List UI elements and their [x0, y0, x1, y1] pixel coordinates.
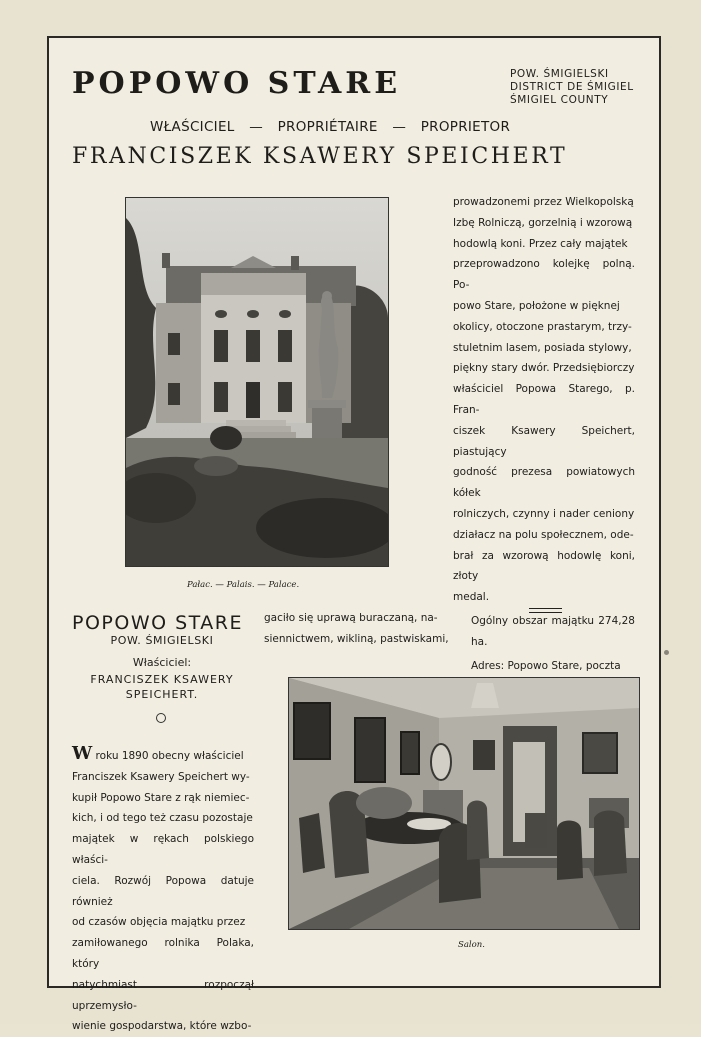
salon-photo [288, 677, 640, 930]
middle-line-2: siennictwem, wikliną, pastwiskami, [264, 632, 449, 645]
left-line-9: wienie gospodarstwa, które wzbo- [72, 1020, 252, 1033]
right-line-7: stuletnim lasem, posiada stylowy, [453, 341, 632, 354]
right-column-text [453, 192, 635, 739]
right-line-12: rolniczych, czynny i nader ceniony [453, 507, 635, 520]
right-line-15: medal. [453, 591, 490, 604]
left-line-8: natychmiast rozpoczął uprzemysło- [72, 978, 254, 1012]
address-line-1: Adres: Popowo Stare, poczta [471, 659, 621, 672]
right-line-8: piękny stary dwór. Przedsiębiorczy [453, 362, 635, 375]
page-mark [664, 650, 669, 655]
right-line-6: okolicy, otoczone prastarym, trzy- [453, 320, 632, 333]
middle-column-text [264, 608, 449, 650]
right-line-5: powo Stare, położone w pięknej [453, 299, 620, 312]
owner-label-en: PROPRIETOR [420, 119, 511, 135]
owner-label-pl: WŁAŚCICIEL [150, 119, 235, 135]
estate-area: Ogólny obszar majątku 274,28 ha. [471, 614, 635, 648]
owner-name-heading: FRANCISZEK KSAWERY SPEICHERT [72, 144, 568, 169]
right-line-11: godność prezesa powiatowych kółek [453, 466, 635, 500]
section-owner-label: Właściciel: [132, 656, 192, 669]
owner-dash-2: — [392, 119, 407, 135]
owner-dash-1: — [249, 119, 264, 135]
district-block [510, 68, 634, 107]
section-owner-line-2: SPEICHERT. [125, 688, 199, 701]
right-line-14: brał za wzorową hodowlę koni, złoty [453, 549, 635, 583]
double-rule-divider [529, 608, 562, 613]
left-line-3: kich, i od tego też czasu pozostaje [72, 812, 253, 825]
district-line-pl: POW. ŚMIGIELSKI [510, 68, 609, 80]
left-line-7: zamiłowanego rolnika Polaka, który [72, 937, 254, 970]
section-owner-line-1: FRANCISZEK KSAWERY [90, 673, 234, 686]
district-line-fr: DISTRICT DE ŚMIGIEL [510, 81, 634, 93]
palace-caption: Pałac. — Palais. — Palace. [187, 580, 300, 590]
right-line-9: właściciel Popowa Starego, p. Fran- [453, 383, 635, 416]
ornament-ring [156, 713, 166, 723]
palace-illustration [126, 198, 388, 566]
left-line-5: ciela. Rozwój Popowa datuje również [72, 874, 254, 908]
main-title: POPOWO STARE [72, 66, 402, 101]
left-line-2: kupił Popowo Stare z rąk niemiec- [72, 791, 250, 804]
right-line-13: działacz na polu społecznem, ode- [453, 528, 634, 541]
right-line-2: Izbę Rolniczą, gorzelnią i wzorową [453, 216, 633, 229]
salon-caption: Salon. [458, 940, 485, 950]
drop-cap: W [72, 743, 93, 764]
left-line-6: od czasów objęcia majątku przez [72, 916, 246, 929]
right-line-4: przeprowadzono kolejkę polną. Po- [453, 258, 635, 292]
palace-photo [125, 197, 389, 567]
left-first-line: roku 1890 obecny właściciel [92, 750, 244, 762]
right-line-10: ciszek Ksawery Speichert, piastujący [453, 424, 635, 458]
middle-line-1: gaciło się uprawą buraczaną, na- [264, 612, 438, 624]
right-line-1: prowadzonemi przez Wielkopolską [453, 196, 634, 208]
left-column-text [72, 743, 254, 1037]
salon-illustration [289, 678, 639, 929]
owner-label-fr: PROPRIÉTAIRE [277, 119, 378, 135]
district-line-en: ŚMIGIEL COUNTY [510, 94, 609, 106]
owner-label-row [150, 119, 560, 135]
right-line-3: hodowlą koni. Przez cały majątek [453, 237, 628, 250]
left-line-1: Franciszek Ksawery Speichert wy- [72, 770, 250, 783]
section-title: POPOWO STARE [72, 612, 244, 634]
section-district: POW. ŚMIGIELSKI [110, 634, 214, 647]
left-line-4: majątek w rękach polskiego właści- [72, 833, 254, 866]
